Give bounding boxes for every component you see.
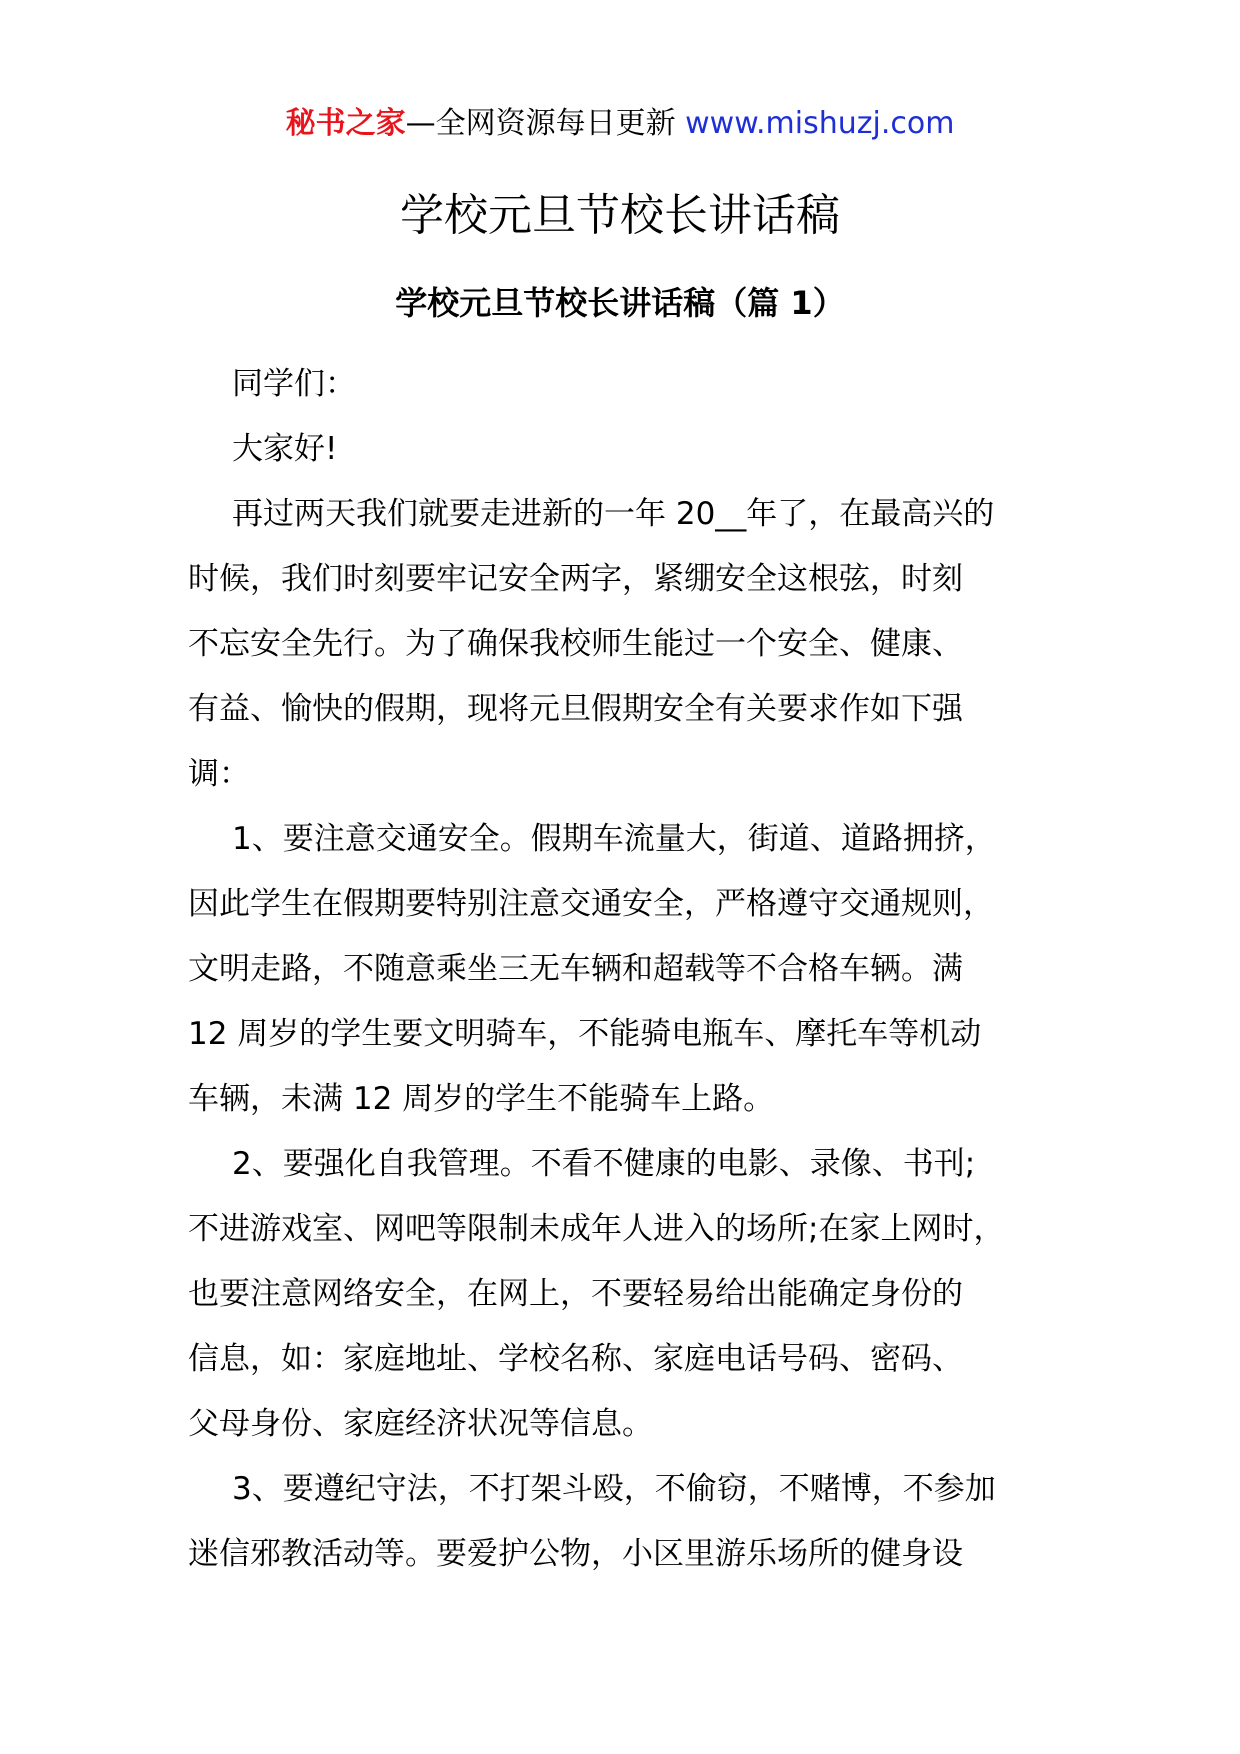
site-header <box>0 102 1240 146</box>
paragraph-line: 因此学生在假期要特别注意交通安全，严格遵守交通规则， <box>188 886 994 922</box>
paragraph-line: 1、要注意交通安全。假期车流量大，街道、道路拥挤， <box>232 821 996 857</box>
document-body <box>188 352 1088 1587</box>
site-brand: 秘书之家 <box>285 106 406 141</box>
paragraph-line: 迷信邪教活动等。要爱护公物，小区里游乐场所的健身设 <box>188 1536 963 1572</box>
paragraph-line: 父母身份、家庭经济状况等信息。 <box>188 1406 653 1442</box>
paragraph-line: 不进游戏室、网吧等限制未成年人进入的场所;在家上网时， <box>188 1211 1005 1247</box>
paragraph-line: 不忘安全先行。为了确保我校师生能过一个安全、健康、 <box>188 626 963 662</box>
paragraph-line: 2、要强化自我管理。不看不健康的电影、录像、书刊; <box>232 1146 976 1182</box>
paragraph-line: 文明走路，不随意乘坐三无车辆和超载等不合格车辆。满 <box>188 951 963 987</box>
paragraph-line: 也要注意网络安全，在网上，不要轻易给出能确定身份的 <box>188 1276 963 1312</box>
paragraph-line: 再过两天我们就要走进新的一年 20__年了，在最高兴的 <box>232 496 995 532</box>
paragraph-line: 调： <box>188 756 250 792</box>
paragraph-line: 12 周岁的学生要文明骑车，不能骑电瓶车、摩托车等机动 <box>188 1016 982 1052</box>
greeting-line: 大家好! <box>232 431 338 467</box>
paragraph-line: 3、要遵纪守法，不打架斗殴，不偷窃，不赌博，不参加 <box>232 1471 996 1507</box>
paragraph-line: 车辆，未满 12 周岁的学生不能骑车上路。 <box>188 1081 775 1117</box>
site-url-link[interactable]: www.mishuzj.com <box>685 106 955 141</box>
paragraph-line: 信息，如：家庭地址、学校名称、家庭电话号码、密码、 <box>188 1341 963 1377</box>
salutation-line: 同学们： <box>232 366 356 402</box>
section-title: 学校元旦节校长讲话稿（篇 1） <box>395 284 845 322</box>
paragraph-line: 有益、愉快的假期，现将元旦假期安全有关要求作如下强 <box>188 691 963 727</box>
paragraph-line: 时候，我们时刻要牢记安全两字，紧绷安全这根弦，时刻 <box>188 561 963 597</box>
document-title: 学校元旦节校长讲话稿 <box>400 190 840 241</box>
site-tagline: —全网资源每日更新 <box>405 106 686 141</box>
